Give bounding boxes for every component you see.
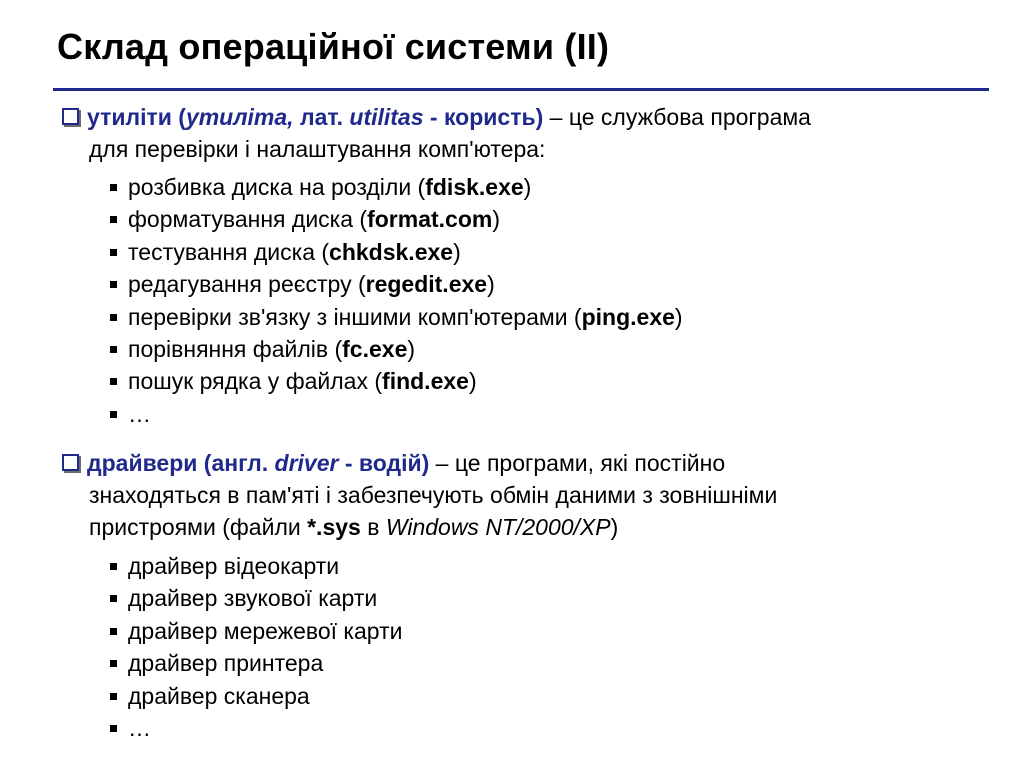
section-utilities-heading: [62, 101, 962, 133]
list-item-filename: fdisk.exe: [425, 174, 524, 200]
drivers-line3-text: пристроями (файли: [89, 514, 308, 540]
list-item: [110, 301, 683, 333]
list-item-text: драйвер сканера: [128, 682, 310, 709]
slide-title: Склад операційної системи (II): [57, 26, 610, 67]
utilities-definition-cont: для перевірки і налаштування комп'ютера:: [89, 136, 546, 162]
section-drivers: [62, 447, 962, 543]
list-item-text: драйвер звукової карти: [128, 585, 378, 612]
utilities-term-italic: утиліта,: [185, 104, 294, 130]
list-item: [110, 680, 402, 712]
list-item-text: порівняння файлів (: [128, 336, 343, 363]
list-item-filename: ping.exe: [581, 303, 675, 330]
list-item-close: ): [468, 368, 477, 395]
list-item-close: ): [407, 336, 416, 363]
list-item: [110, 398, 683, 430]
drivers-list: [110, 550, 402, 744]
list-item: [110, 365, 683, 397]
list-item-text: форматування диска (: [128, 206, 368, 233]
drivers-definition: – це програми, які постійно: [429, 450, 726, 476]
list-item-filename: chkdsk.exe: [329, 238, 454, 265]
list-item-filename: regedit.exe: [365, 271, 488, 298]
list-item: [110, 203, 683, 235]
utilities-term-rest: - користь): [423, 104, 544, 130]
list-item-close: ): [523, 174, 532, 200]
list-item-text: розбивка диска на розділи (: [128, 174, 426, 200]
utilities-list: [110, 171, 683, 430]
title-divider: [53, 88, 989, 91]
drivers-windows-versions: Windows NT/2000/XP: [385, 514, 611, 540]
list-item-close: ): [487, 271, 495, 298]
list-item-close: ): [453, 238, 461, 265]
utilities-term: утиліти (: [87, 104, 186, 130]
drivers-term: драйвери (англ.: [87, 450, 275, 476]
utilities-latin-word: utilitas: [349, 104, 424, 130]
list-item: [110, 268, 683, 300]
list-item: [110, 615, 402, 647]
list-item-text: драйвер принтера: [128, 650, 324, 677]
list-item: [110, 550, 402, 582]
list-item-text: пошук рядка у файлах (: [128, 368, 383, 395]
list-item-text: перевірки зв'язку з іншими комп'ютерами (: [128, 303, 582, 330]
list-item-text: драйвер відеокарти: [128, 553, 340, 579]
list-item-close: ): [492, 206, 500, 233]
utilities-term-lat: лат.: [293, 104, 350, 130]
utilities-definition: – це службова програма: [543, 104, 811, 130]
drivers-definition-line3: [62, 511, 962, 543]
list-item: [110, 171, 683, 203]
section-utilities: [62, 101, 962, 165]
list-item-filename: format.com: [367, 206, 493, 233]
drivers-sys-ext: *.sys: [307, 514, 361, 540]
drivers-term-rest: - водій): [338, 450, 430, 476]
list-item-filename: fc.exe: [342, 336, 408, 363]
list-item-text: тестування диска (: [128, 238, 330, 265]
list-item: [110, 236, 683, 268]
list-item: [110, 712, 402, 744]
checkbox-bullet-icon: [62, 108, 79, 125]
section-drivers-heading: [62, 447, 962, 479]
list-item-filename: find.exe: [382, 368, 469, 395]
drivers-line3-in: в: [360, 514, 386, 540]
drivers-definition-cont: знаходяться в пам'яті і забезпечують обмін даними з зовнішніми: [89, 482, 778, 508]
list-item: [110, 647, 402, 679]
checkbox-bullet-icon: [62, 454, 79, 471]
drivers-term-italic: driver: [274, 450, 339, 476]
list-item: [110, 582, 402, 614]
list-item-text: …: [128, 715, 151, 742]
drivers-line3-close: ): [610, 514, 619, 540]
list-item-text: редагування реєстру (: [128, 271, 366, 298]
list-item-text: драйвер мережевої карти: [128, 617, 403, 644]
list-item: [110, 333, 683, 365]
list-item-close: ): [674, 303, 683, 330]
list-item-text: …: [128, 400, 151, 427]
